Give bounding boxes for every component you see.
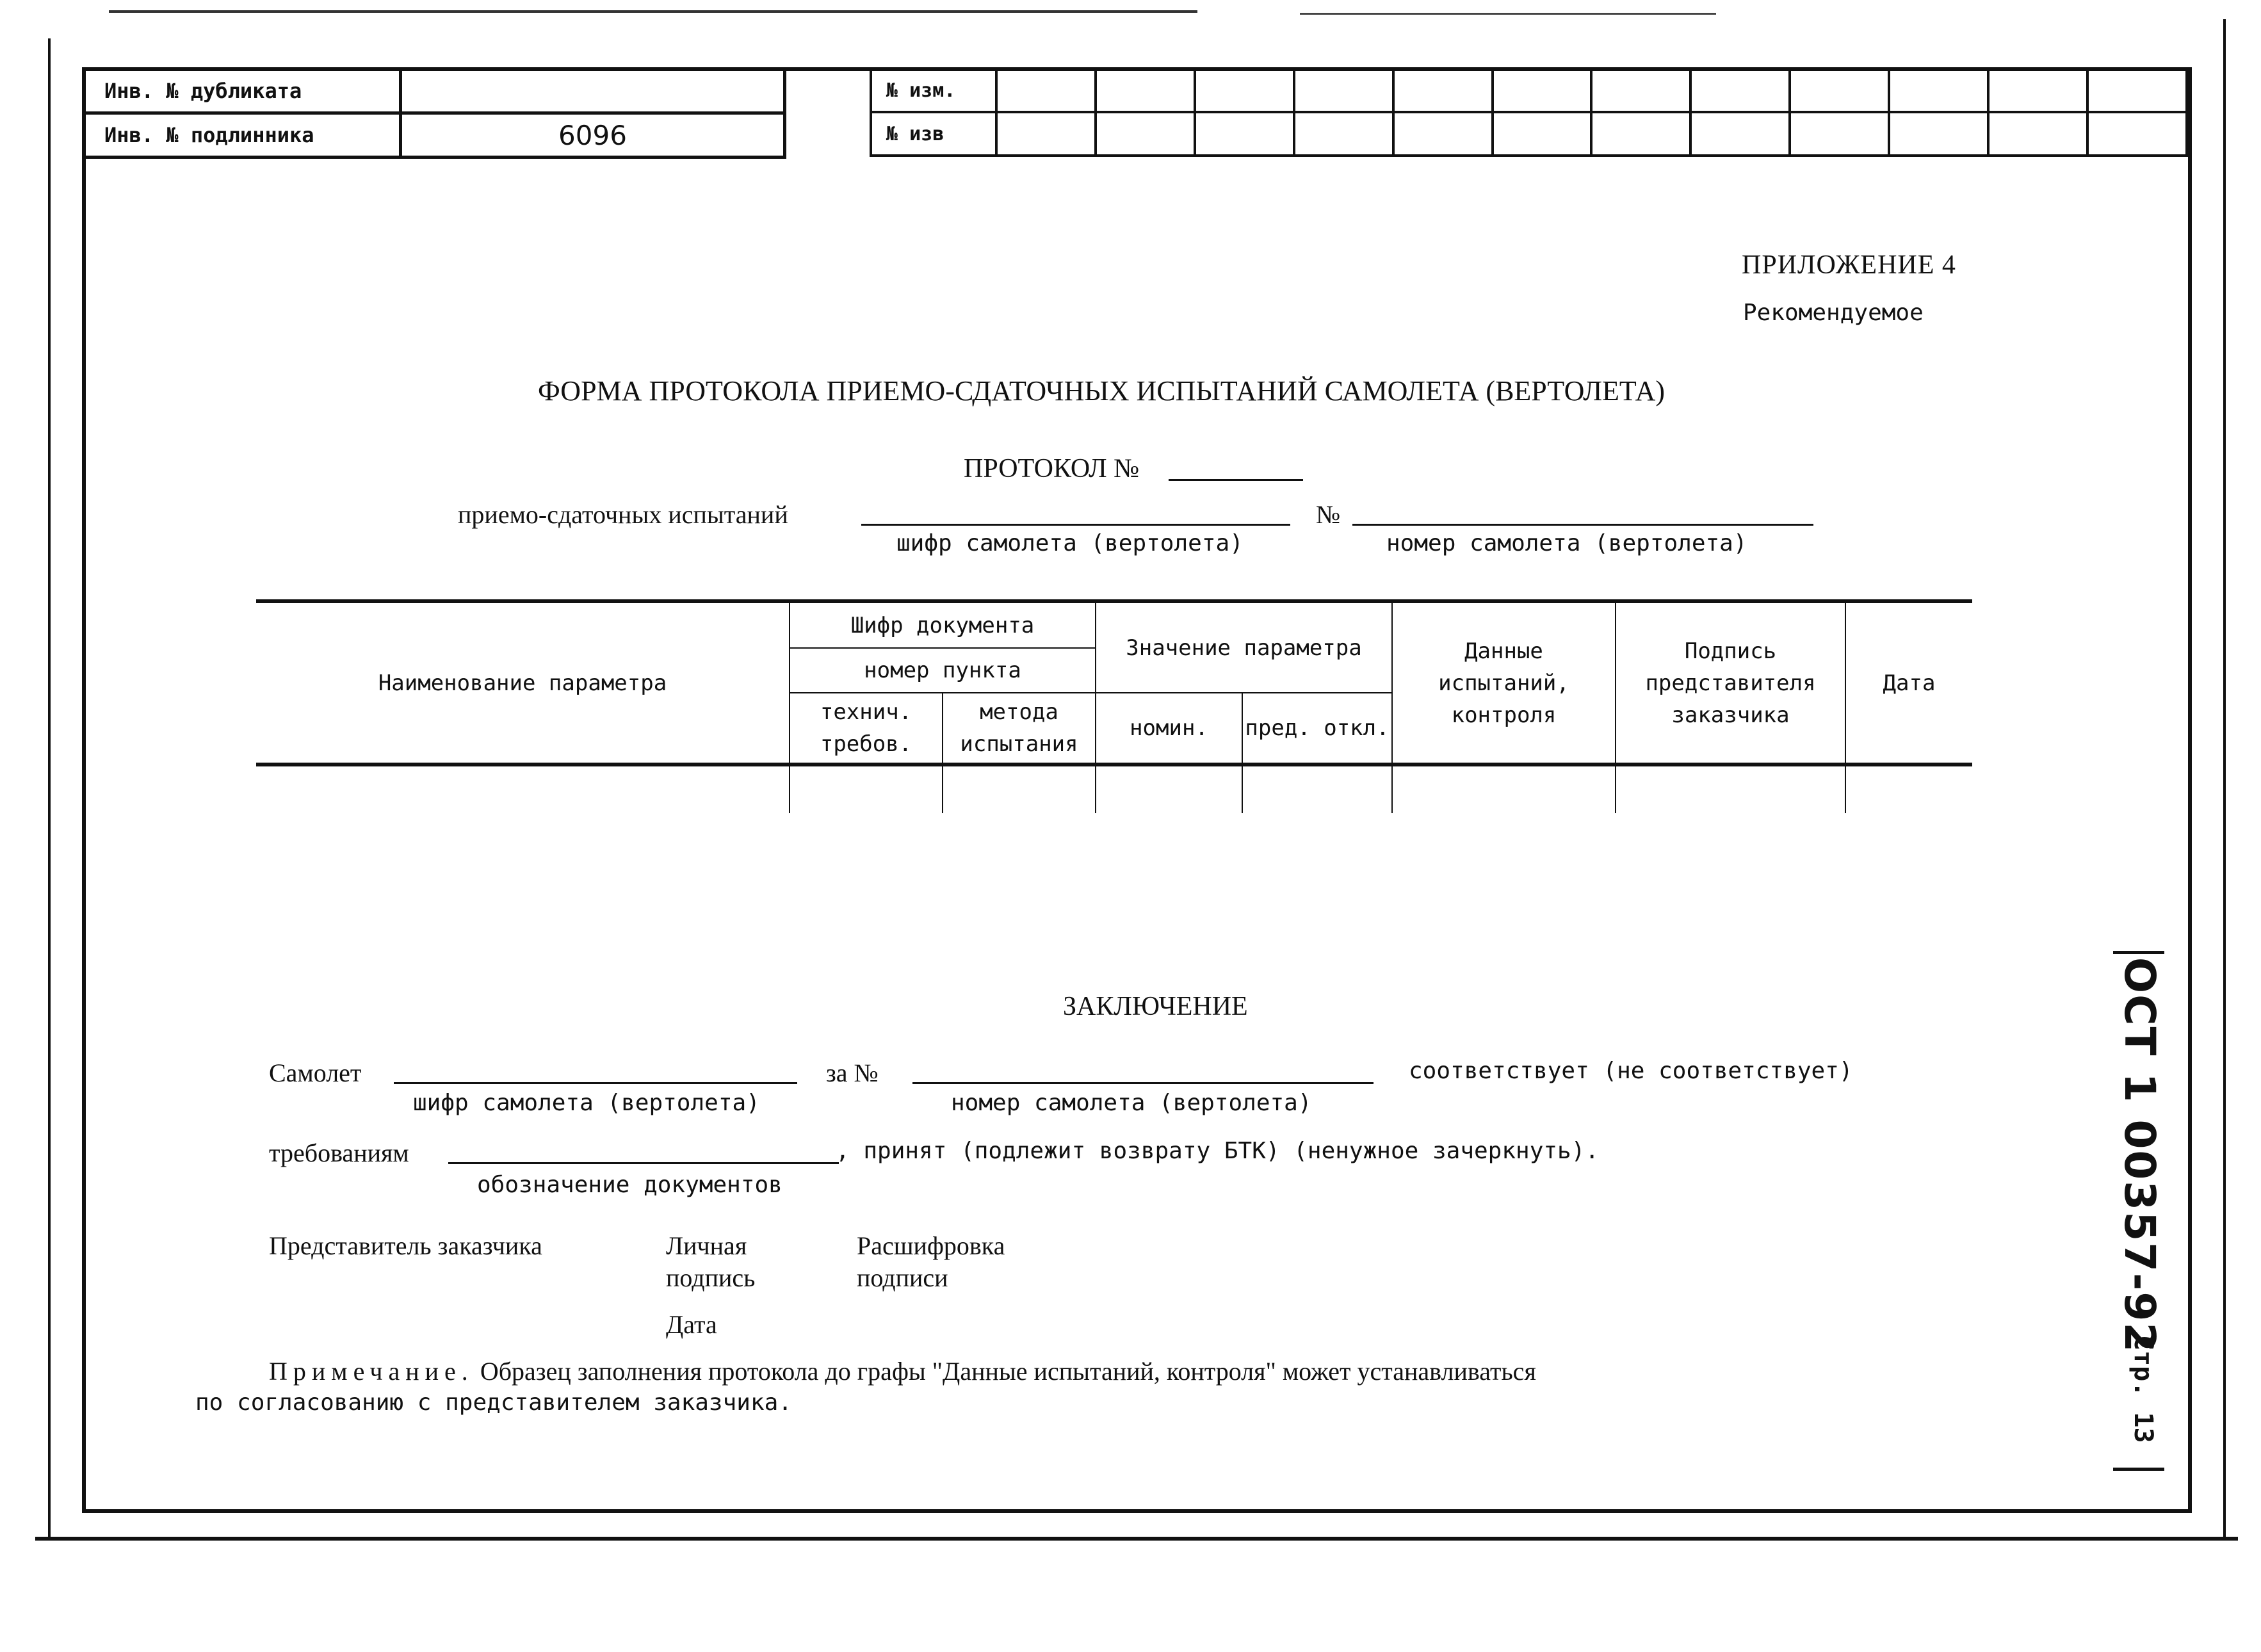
cell-signature[interactable] (1616, 765, 1845, 813)
of-signature-label: подписи (857, 1263, 948, 1292)
protocol-heading: ПРОТОКОЛ № (964, 454, 1140, 483)
protocol-number-field[interactable] (1169, 479, 1303, 481)
col-test-data: Данные испытаний, контроля (1392, 603, 1616, 765)
original-value: 6096 (401, 113, 785, 158)
conclusion-date-label: Дата (666, 1310, 717, 1339)
aircraft-number-field[interactable] (1352, 524, 1813, 526)
documents-caption: обозначение документов (477, 1172, 782, 1198)
cell-deviation[interactable] (1242, 765, 1392, 813)
conclusion-cipher-caption: шифр самолета (вертолета) (413, 1090, 760, 1116)
col-deviation: пред. откл. (1242, 693, 1392, 765)
cipher-caption: шифр самолета (вертолета) (896, 530, 1244, 556)
appendix-title: ПРИЛОЖЕНИЕ 4 (1742, 250, 1956, 280)
notice-number-label: № изв (871, 112, 996, 156)
standard-number: ОСТ 1 00357-92 (2115, 957, 2164, 1354)
note-text-1: Образец заполнения протокола до графы "Данные испытаний, контроля" может устанавливаться (480, 1357, 1536, 1386)
form-title: ФОРМА ПРОТОКОЛА ПРИЕМО-СДАТОЧНЫХ ИСПЫТАНИЙ САМОЛЕТА (ВЕРТОЛЕТА) (538, 375, 1665, 407)
col-tech-req: технич. требов. (790, 693, 943, 765)
col-signature: Подпись представителя заказчика (1616, 603, 1845, 765)
col-date: Дата (1845, 603, 1972, 765)
appendix-subtitle: Рекомендуемое (1743, 300, 1924, 326)
col-param-value: Значение параметра (1096, 603, 1392, 693)
col-test-method: метода испытания (943, 693, 1096, 765)
conclusion-number-field[interactable] (912, 1082, 1374, 1084)
note-label: Примечание. (269, 1357, 474, 1386)
accepted-text: , принят (подлежит возврату БТК) (ненужное зачеркнуть). (836, 1138, 1600, 1164)
conclusion-heading: ЗАКЛЮЧЕНИЕ (1063, 992, 1248, 1021)
side-rule-bottom (2113, 1468, 2164, 1471)
conclusion-for-no: за № (826, 1058, 879, 1087)
note-line-2: по согласованию с представителем заказчика. (195, 1389, 792, 1416)
conclusion-aircraft-label: Самолет (269, 1058, 362, 1087)
cell-tech-req[interactable] (790, 765, 943, 813)
outer-frame-left (48, 38, 51, 1540)
signature-word: подпись (666, 1263, 756, 1292)
cell-date[interactable] (1845, 765, 1972, 813)
col-doc-cipher: Шифр документа (790, 603, 1096, 648)
requirements-label: требованиям (269, 1138, 409, 1167)
documents-field[interactable] (448, 1162, 839, 1164)
side-rule-top (2113, 951, 2164, 954)
cell-test-method[interactable] (943, 765, 1096, 813)
number-caption: номер самолета (вертолета) (1386, 530, 1747, 556)
note-line-1 (269, 1356, 1536, 1386)
aircraft-cipher-field[interactable] (861, 524, 1290, 526)
top-edge-line-right (1300, 13, 1716, 15)
conclusion-cipher-field[interactable] (394, 1082, 797, 1084)
protocol-table (256, 603, 1972, 813)
col-param-name: Наименование параметра (256, 603, 790, 765)
cell-test-data[interactable] (1392, 765, 1616, 813)
conclusion-number-caption: номер самолета (вертолета) (951, 1090, 1312, 1116)
change-table (870, 67, 2188, 157)
outer-frame-right (2223, 19, 2226, 1540)
page-number: Стр. 13 (2128, 1335, 2158, 1443)
outer-frame-bottom (35, 1537, 2238, 1541)
inventory-table (82, 67, 786, 159)
cell-param-name[interactable] (256, 765, 790, 813)
representative-label: Представитель заказчика (269, 1231, 542, 1260)
table-row (256, 765, 1972, 813)
duplicate-value (401, 69, 785, 113)
col-nominal: номин. (1096, 693, 1242, 765)
duplicate-label: Инв. № дубликата (84, 69, 401, 113)
number-sign: № (1316, 500, 1341, 529)
top-edge-line-left (109, 10, 1197, 13)
conclusion-complies: соответствует (не соответствует) (1409, 1058, 1853, 1084)
personal-label: Личная (666, 1231, 747, 1260)
change-number-label: № изм. (871, 69, 996, 112)
original-label: Инв. № подлинника (84, 113, 401, 158)
tests-label: приемо-сдаточных испытаний (458, 500, 788, 529)
cell-nominal[interactable] (1096, 765, 1242, 813)
col-item-number: номер пункта (790, 648, 1096, 693)
decoding-label: Расшифровка (857, 1231, 1005, 1260)
